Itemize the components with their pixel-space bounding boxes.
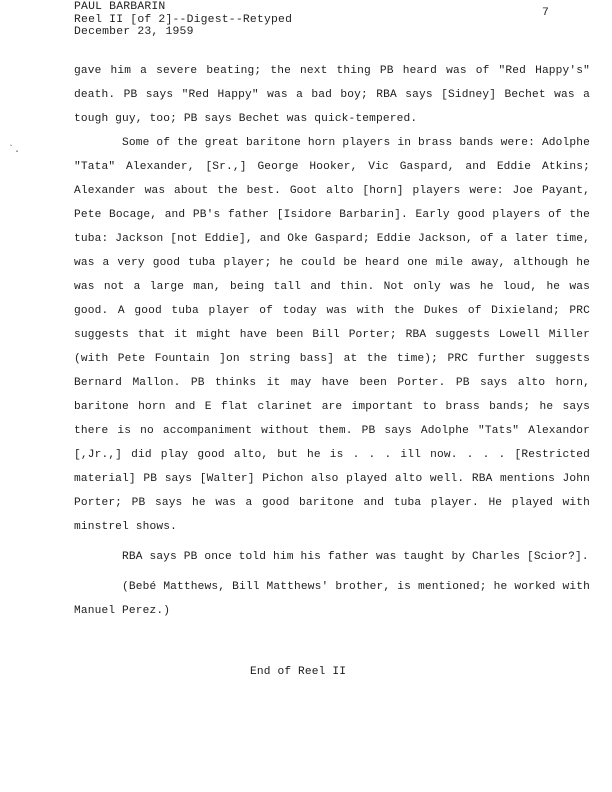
header-date: December 23, 1959 xyxy=(74,26,194,38)
paragraph-bebe-matthews: (Bebé Matthews, Bill Matthews' brother, is mentioned; he worked with Manuel Perez.) xyxy=(74,581,590,617)
paragraph-brass-players: Some of the great baritone horn players in brass bands were: Adolphe "Tata" Alexander, [Sr.,] George Hooker, Vic Gaspard, and Eddie Atkins; Alexander was about the best. Goot alto [horn] players were: Joe Payant, Pete Bocage, and PB's father [Isidore Barbarin]. Early good players of the tuba: Jackson [not Eddie], and Oke Gaspard; Eddie Jackson, of a later time, was a very good tuba player; he could be heard one mile away, although he was not a large man, being tall and thin. Not only was he loud, he was good. A good tuba player of today was with the Dukes of Dixieland; PRC suggests that it might have been Bill Porter; RBA suggests Lowell Miller (with Pete Fountain ]on string bass] at the time); PRC further suggests Bernard Mallon. PB thinks it may have been Porter. PB says alto horn, baritone horn and E flat clarinet are important to brass bands; he says there is no accompaniment without them. PB says Adolphe "Tats" Alexandor [,Jr.,] did play good alto, but he is . . . ill now. . . . [Restricted material] PB says [Walter] Pichon also played alto well. RBA mentions John Porter; PB says he was a good baritone and tuba player. He played with minstrel shows. xyxy=(74,137,590,533)
scan-mark: `. xyxy=(8,145,21,156)
end-of-reel-note: End of Reel II xyxy=(250,666,347,678)
header-name: PAUL BARBARIN xyxy=(74,1,166,13)
header-reel-info: Reel II [of 2]--Digest--Retyped xyxy=(74,13,293,26)
document-body xyxy=(74,59,590,623)
paragraph-continuation: gave him a severe beating; the next thing PB heard was of "Red Happy's" death. PB says "Red Happy" was a bad boy; RBA says [Sidney] Bechet was a tough guy, too; PB says Bechet was quick-tempered. xyxy=(74,65,590,125)
document-header xyxy=(74,1,292,39)
page-number: 7 xyxy=(542,7,549,19)
paragraph-father-teacher: RBA says PB once told him his father was taught by Charles [Scior?]. xyxy=(122,551,589,563)
